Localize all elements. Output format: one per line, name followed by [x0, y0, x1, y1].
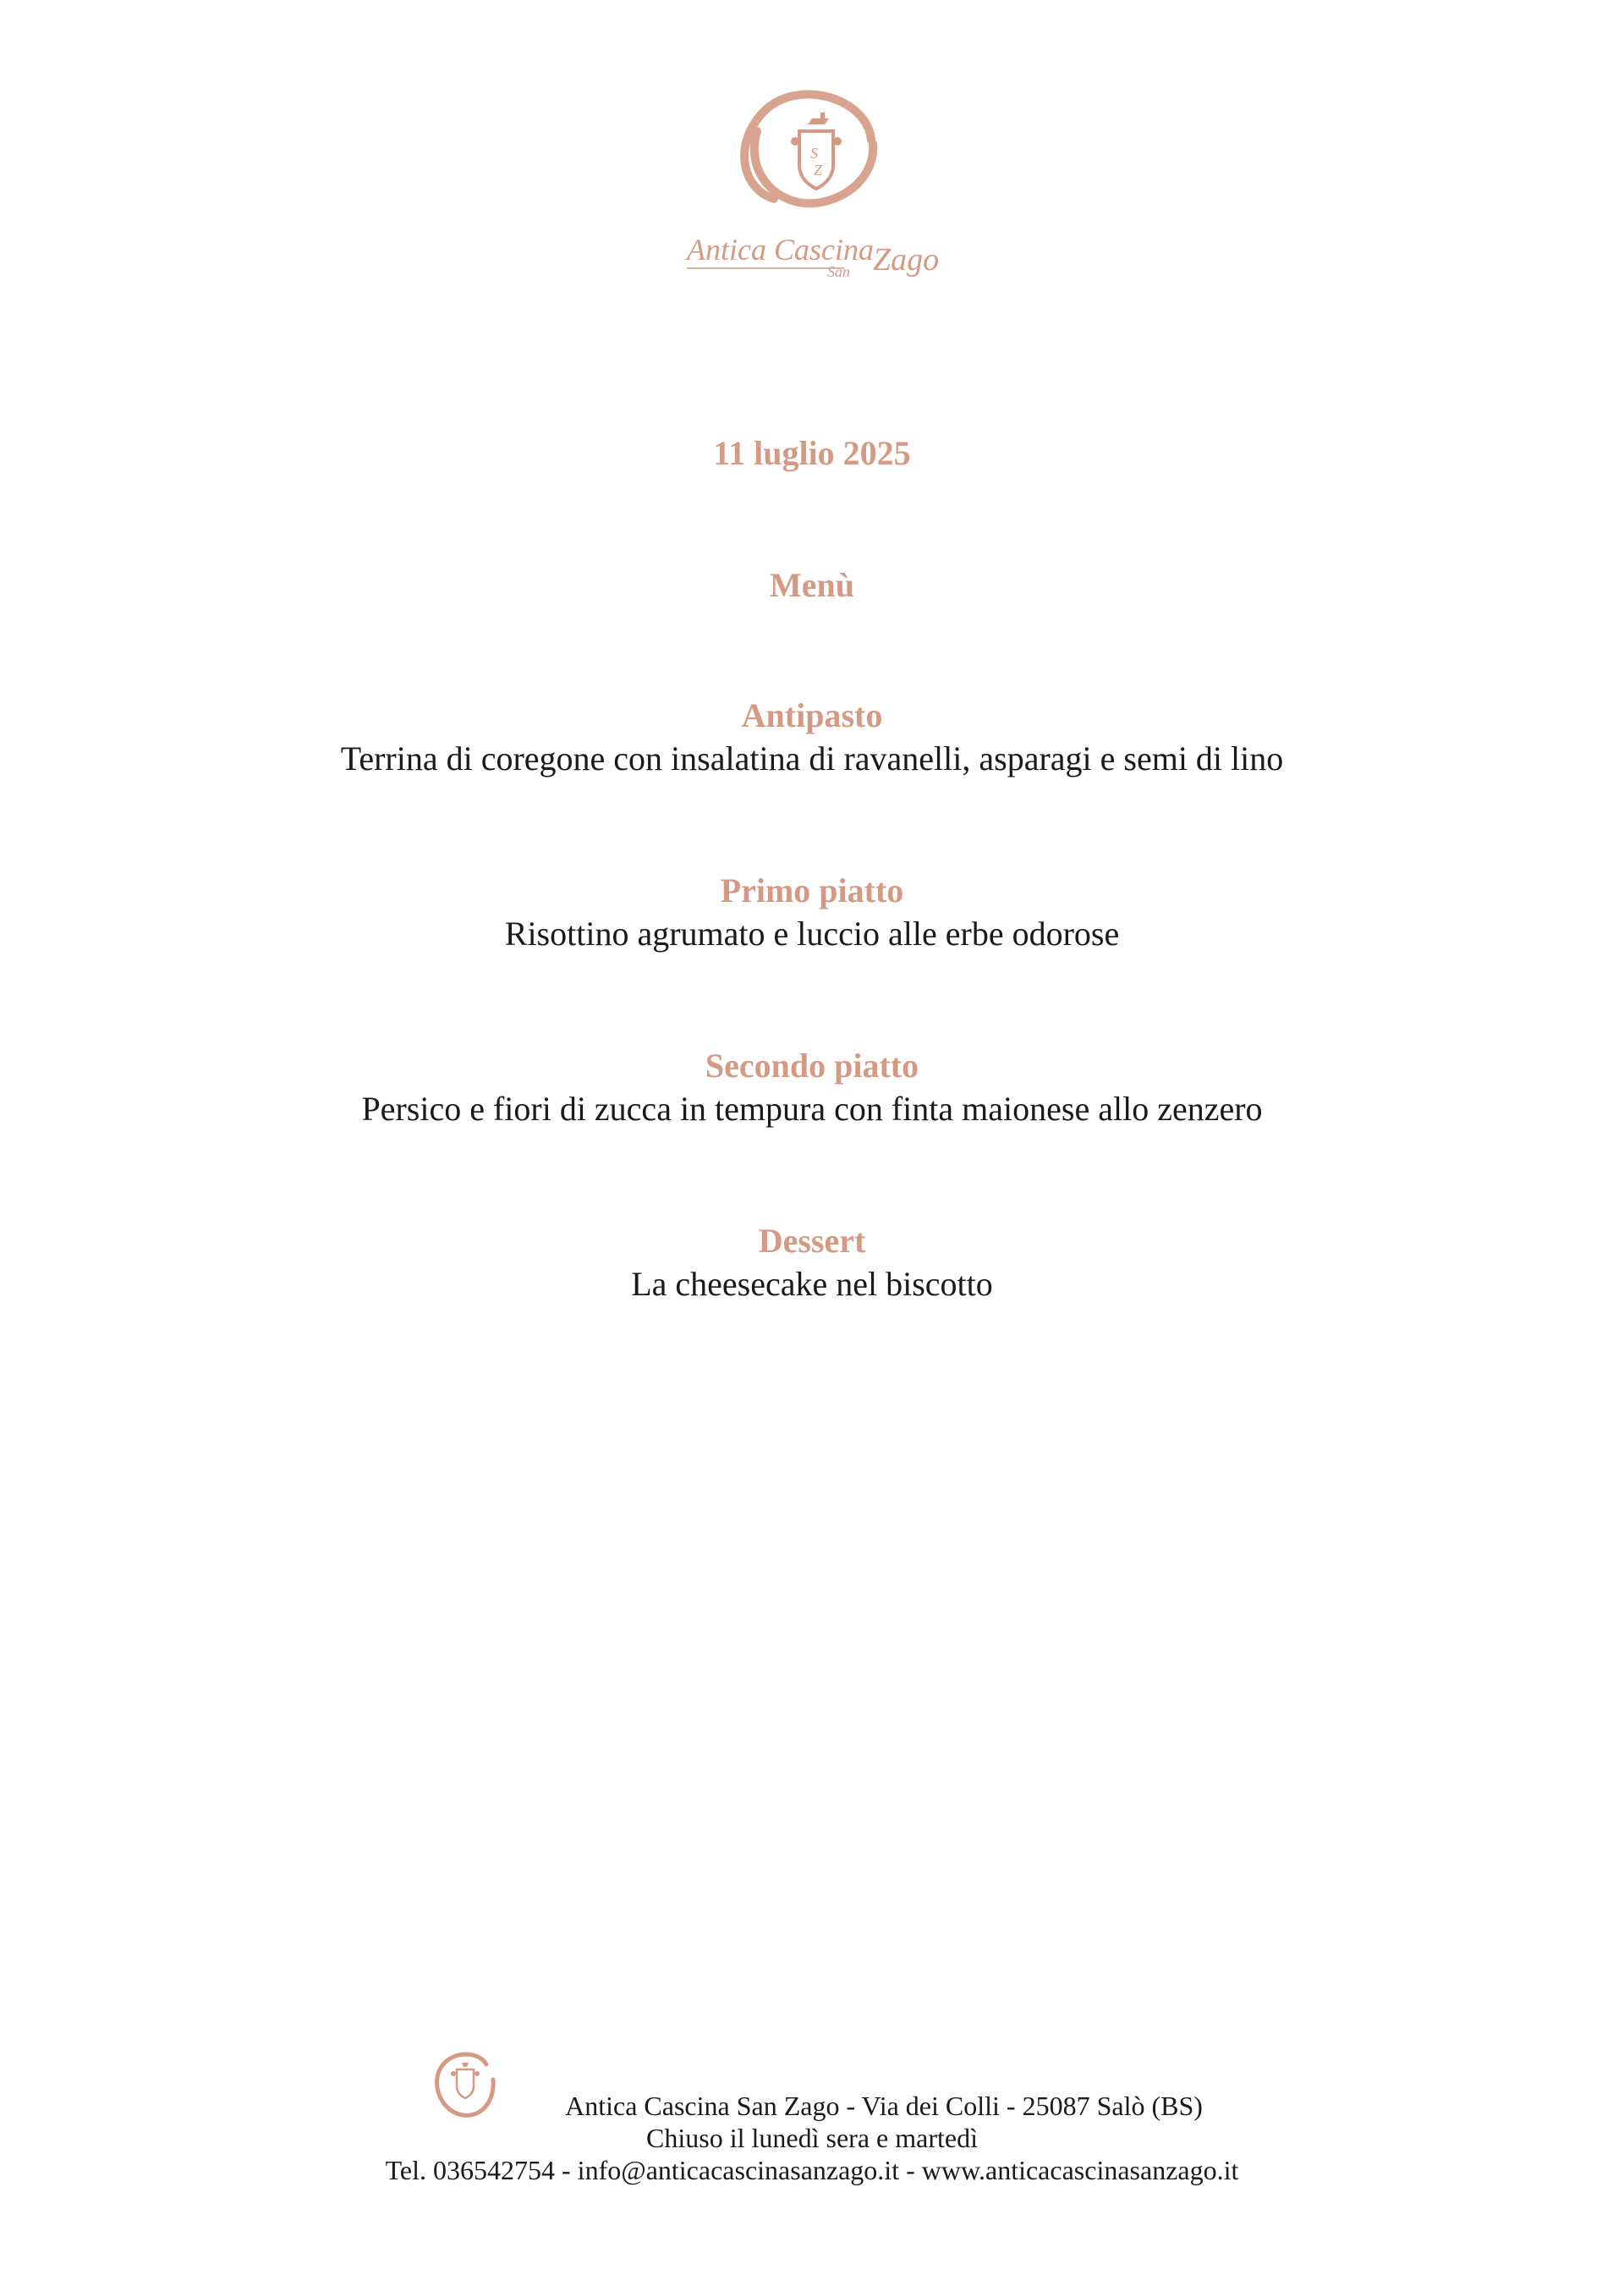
course-title: Secondo piatto: [705, 1047, 919, 1085]
course-description: Persico e fiori di zucca in tempura con finta maionese allo zenzero: [361, 1090, 1263, 1128]
course-description: Risottino agrumato e luccio alle erbe odorose: [504, 915, 1120, 953]
course-description: Terrina di coregone con insalatina di ravanelli, asparagi e semi di lino: [340, 739, 1284, 778]
menu-date: 11 luglio 2025: [713, 434, 911, 472]
course-title: Antipasto: [741, 696, 883, 734]
course-antipasto: [0, 695, 1624, 781]
footer: [0, 2090, 1624, 2186]
course-title: Dessert: [758, 1222, 866, 1260]
footer-contacts: Tel. 036542754 - info@anticacascinasanzago.it - www.anticacascinasanzago.it: [385, 2155, 1239, 2185]
logo-text-san: San: [827, 263, 850, 280]
brand-logo: [677, 80, 956, 288]
course-title: Primo piatto: [720, 871, 904, 909]
course-primo: [0, 870, 1624, 956]
course-dessert: [0, 1220, 1624, 1306]
course-description: La cheesecake nel biscotto: [631, 1265, 993, 1303]
logo-text-end: Zago: [873, 242, 940, 278]
logo-text-main: Antica Cascina: [687, 233, 874, 267]
footer-hours: Chiuso il lunedì sera e martedì: [646, 2123, 978, 2153]
footer-address: Antica Cascina San Zago - Via dei Colli - 25087 Salò (BS): [565, 2091, 1203, 2121]
course-secondo: [0, 1045, 1624, 1131]
menu-title: Menù: [770, 566, 854, 604]
svg-text:S: S: [810, 145, 818, 162]
svg-text:Z: Z: [814, 162, 823, 179]
